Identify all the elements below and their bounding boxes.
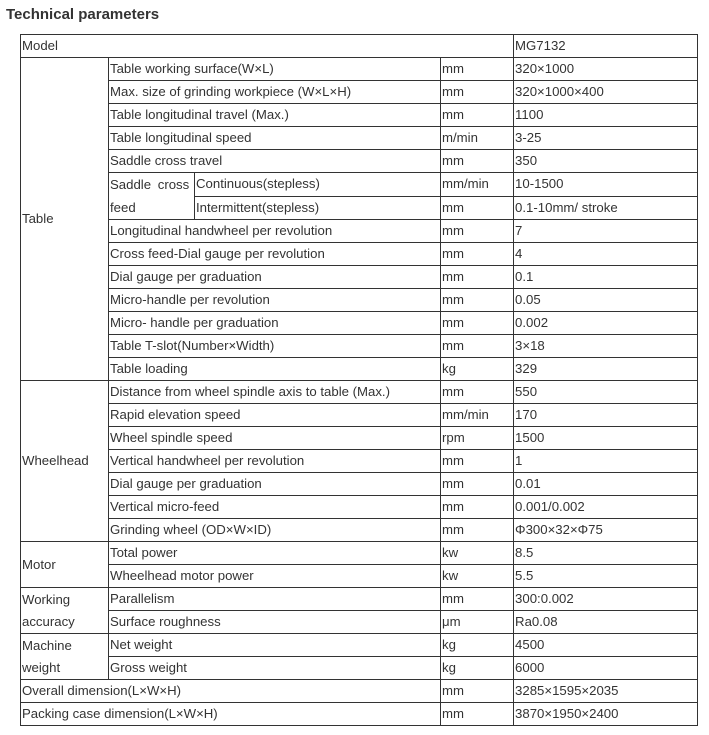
- table-row: [21, 496, 698, 519]
- value-cell: 8.5: [514, 542, 698, 565]
- category-wheelhead: Wheelhead: [21, 381, 109, 542]
- table-row: [21, 680, 698, 703]
- unit-cell: kg: [441, 358, 514, 381]
- param-label: Dial gauge per graduation: [109, 266, 441, 289]
- param-label: Rapid elevation speed: [109, 404, 441, 427]
- category-machine-weight: Machine weight: [21, 634, 109, 680]
- param-label: Vertical micro-feed: [109, 496, 441, 519]
- table-row: [21, 381, 698, 404]
- table-row: [21, 404, 698, 427]
- value-cell: 1500: [514, 427, 698, 450]
- unit-cell: mm: [441, 150, 514, 173]
- value-cell: 4500: [514, 634, 698, 657]
- category-table: Table: [21, 58, 109, 381]
- value-cell: 1100: [514, 104, 698, 127]
- category-motor: Motor: [21, 542, 109, 588]
- table-row: [21, 542, 698, 565]
- unit-cell: mm: [441, 450, 514, 473]
- value-cell: 350: [514, 150, 698, 173]
- table-row: [21, 519, 698, 542]
- model-value: MG7132: [514, 35, 698, 58]
- unit-cell: kw: [441, 565, 514, 588]
- value-cell: 3-25: [514, 127, 698, 150]
- param-label: Table longitudinal speed: [109, 127, 441, 150]
- table-row: [21, 358, 698, 381]
- param-label: Intermittent(stepless): [195, 196, 441, 220]
- param-label: Longitudinal handwheel per revolution: [109, 220, 441, 243]
- table-row: [21, 104, 698, 127]
- value-cell: 320×1000×400: [514, 81, 698, 104]
- table-row: [21, 588, 698, 611]
- value-cell: 320×1000: [514, 58, 698, 81]
- unit-cell: mm: [441, 266, 514, 289]
- page-title: Technical parameters: [6, 6, 160, 23]
- value-cell: 329: [514, 358, 698, 381]
- table-row: [21, 266, 698, 289]
- table-row: [21, 450, 698, 473]
- unit-cell: μm: [441, 611, 514, 634]
- value-cell: 0.01: [514, 473, 698, 496]
- unit-cell: kw: [441, 542, 514, 565]
- unit-cell: mm: [441, 243, 514, 266]
- unit-cell: mm: [441, 81, 514, 104]
- table-row: [21, 243, 698, 266]
- param-label: Grinding wheel (OD×W×ID): [109, 519, 441, 542]
- table-row: [21, 565, 698, 588]
- value-cell: 550: [514, 381, 698, 404]
- table-row: [21, 657, 698, 680]
- unit-cell: mm: [441, 588, 514, 611]
- param-label: Wheel spindle speed: [109, 427, 441, 450]
- saddle-cross-feed-label: Saddle cross feed: [109, 173, 195, 220]
- param-label: Table T-slot(Number×Width): [109, 335, 441, 358]
- unit-cell: kg: [441, 634, 514, 657]
- value-cell: 10-1500: [514, 173, 698, 197]
- table-row: [21, 150, 698, 173]
- param-label: Parallelism: [109, 588, 441, 611]
- table-row: [21, 35, 698, 58]
- table-row: [21, 58, 698, 81]
- param-label: Continuous(stepless): [195, 173, 441, 197]
- unit-cell: mm: [441, 220, 514, 243]
- param-label: Surface roughness: [109, 611, 441, 634]
- table-row: [21, 81, 698, 104]
- table-row: [21, 703, 698, 726]
- value-cell: 300:0.002: [514, 588, 698, 611]
- table-row: [21, 289, 698, 312]
- param-label: Distance from wheel spindle axis to table (Max.): [109, 381, 441, 404]
- value-cell: 0.05: [514, 289, 698, 312]
- value-cell: 0.1-10mm/ stroke: [514, 196, 698, 220]
- category-working-accuracy: Working accuracy: [21, 588, 109, 634]
- table-row: [21, 220, 698, 243]
- unit-cell: mm: [441, 381, 514, 404]
- value-cell: 0.1: [514, 266, 698, 289]
- unit-cell: mm: [441, 703, 514, 726]
- value-cell: 3×18: [514, 335, 698, 358]
- value-cell: 0.001/0.002: [514, 496, 698, 519]
- table-row: [21, 127, 698, 150]
- table-row: [21, 427, 698, 450]
- overall-dimension-label: Overall dimension(L×W×H): [21, 680, 441, 703]
- unit-cell: mm: [441, 289, 514, 312]
- packing-dimension-label: Packing case dimension(L×W×H): [21, 703, 441, 726]
- model-label: Model: [21, 35, 514, 58]
- param-label: Net weight: [109, 634, 441, 657]
- param-label: Table longitudinal travel (Max.): [109, 104, 441, 127]
- param-label: Table working surface(W×L): [109, 58, 441, 81]
- param-label: Dial gauge per graduation: [109, 473, 441, 496]
- unit-cell: mm: [441, 335, 514, 358]
- param-label: Micro- handle per graduation: [109, 312, 441, 335]
- value-cell: 3870×1950×2400: [514, 703, 698, 726]
- param-label: Micro-handle per revolution: [109, 289, 441, 312]
- unit-cell: mm: [441, 58, 514, 81]
- param-label: Gross weight: [109, 657, 441, 680]
- param-label: Max. size of grinding workpiece (W×L×H): [109, 81, 441, 104]
- unit-cell: mm: [441, 473, 514, 496]
- unit-cell: mm/min: [441, 404, 514, 427]
- param-label: Table loading: [109, 358, 441, 381]
- value-cell: 6000: [514, 657, 698, 680]
- param-label: Vertical handwheel per revolution: [109, 450, 441, 473]
- table-row: [21, 335, 698, 358]
- unit-cell: kg: [441, 657, 514, 680]
- value-cell: 0.002: [514, 312, 698, 335]
- value-cell: 4: [514, 243, 698, 266]
- unit-cell: mm: [441, 196, 514, 220]
- unit-cell: mm: [441, 496, 514, 519]
- value-cell: 170: [514, 404, 698, 427]
- unit-cell: mm/min: [441, 173, 514, 197]
- param-label: Wheelhead motor power: [109, 565, 441, 588]
- technical-parameters-table: [20, 34, 698, 726]
- value-cell: Φ300×32×Φ75: [514, 519, 698, 542]
- unit-cell: mm: [441, 519, 514, 542]
- value-cell: 1: [514, 450, 698, 473]
- param-label: Saddle cross travel: [109, 150, 441, 173]
- param-label: Total power: [109, 542, 441, 565]
- unit-cell: m/min: [441, 127, 514, 150]
- table-row: [21, 611, 698, 634]
- value-cell: 5.5: [514, 565, 698, 588]
- unit-cell: rpm: [441, 427, 514, 450]
- param-label: Cross feed-Dial gauge per revolution: [109, 243, 441, 266]
- table-row: [21, 634, 698, 657]
- unit-cell: mm: [441, 312, 514, 335]
- value-cell: 3285×1595×2035: [514, 680, 698, 703]
- table-row: [21, 312, 698, 335]
- table-row: [21, 473, 698, 496]
- unit-cell: mm: [441, 680, 514, 703]
- unit-cell: mm: [441, 104, 514, 127]
- value-cell: 7: [514, 220, 698, 243]
- value-cell: Ra0.08: [514, 611, 698, 634]
- table-row: [21, 173, 698, 197]
